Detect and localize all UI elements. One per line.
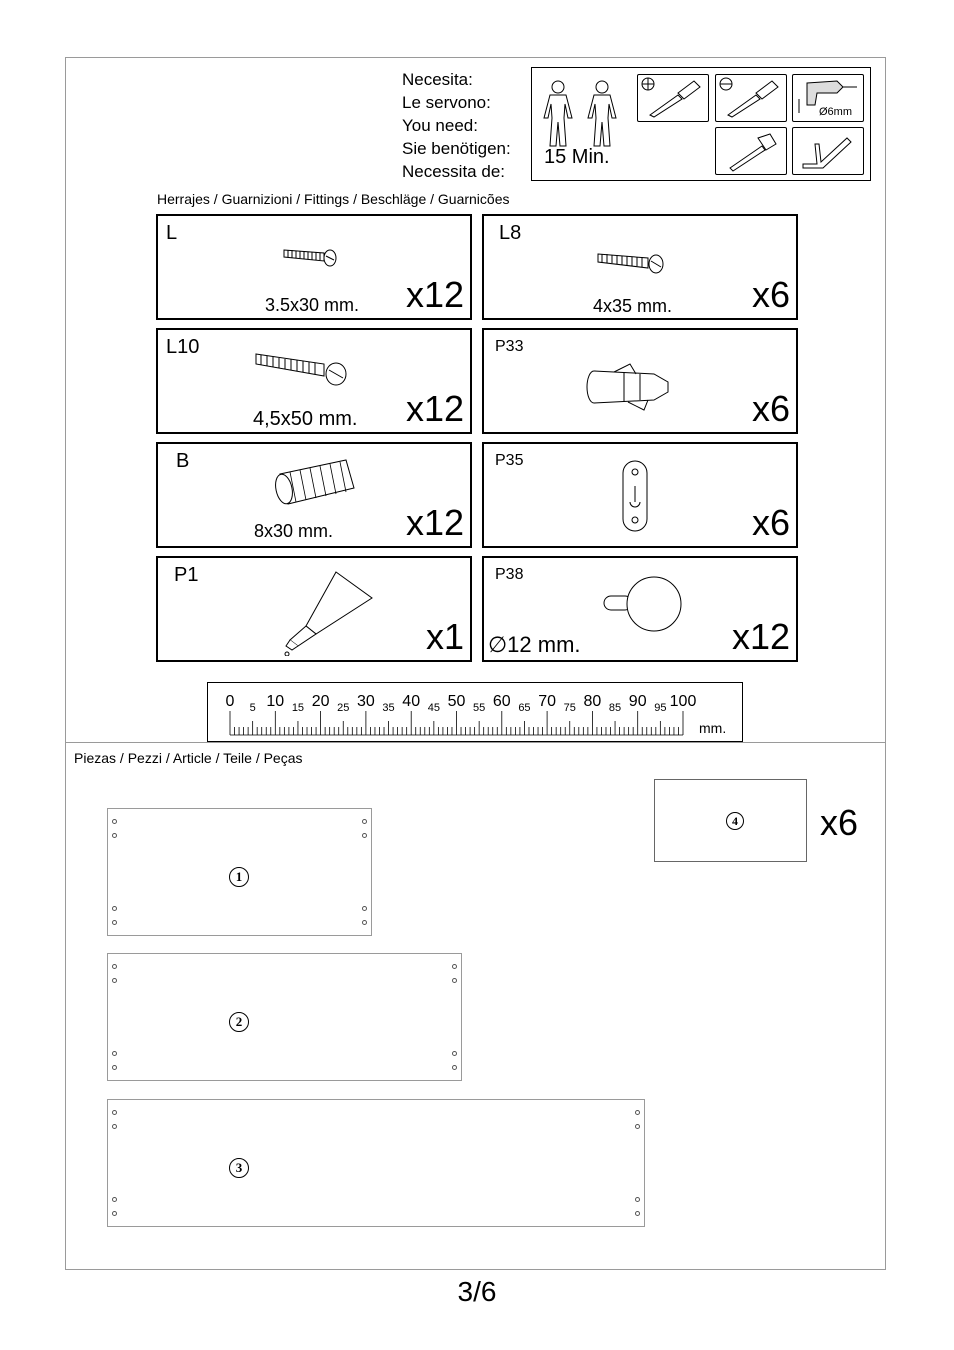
wall-plug-icon: [584, 360, 676, 414]
flathead-screwdriver-icon: [716, 75, 786, 121]
fitting-size: 4x35 mm.: [593, 296, 673, 316]
hole: [112, 964, 117, 969]
hole: [112, 833, 117, 838]
hole: [112, 1110, 117, 1115]
fitting-code: P35: [495, 452, 524, 469]
hole: [452, 1051, 457, 1056]
two-persons-icon: [540, 80, 620, 150]
page-number: 3/6: [457, 1276, 497, 1307]
glue-tube-icon: [278, 570, 378, 656]
ruler-major-label: 20: [311, 693, 330, 710]
ruler-major-label: 0: [225, 693, 235, 710]
fitting-qty: x12: [731, 616, 790, 657]
part-number: 3: [229, 1158, 249, 1178]
hole: [635, 1197, 640, 1202]
hammer-tool: [715, 127, 787, 175]
screw-icon: [254, 348, 354, 394]
fitting-code: B: [176, 450, 190, 472]
phillips-screwdriver-tool: [637, 74, 709, 122]
ruler-minor-label: 85: [608, 702, 622, 714]
ruler: [207, 682, 743, 742]
fitting-code: P33: [495, 338, 524, 355]
ruler-major-label: 70: [538, 693, 556, 710]
flathead-screwdriver-tool: [715, 74, 787, 122]
ruler-major-label: 100: [669, 693, 697, 710]
hole: [112, 1065, 117, 1070]
ruler-scale: [208, 683, 742, 741]
fitting-P38: [482, 556, 798, 662]
fitting-qty: x12: [405, 502, 464, 543]
fitting-size: 4,5x50 mm.: [253, 408, 358, 430]
ruler-minor-label: 35: [382, 702, 395, 714]
ruler-minor-label: 5: [249, 702, 256, 714]
fitting-P33: [482, 328, 798, 434]
fitting-code: L10: [166, 336, 200, 358]
need-label-en: You need:: [402, 116, 478, 135]
fitting-code: L: [166, 222, 178, 244]
part-number: 2: [229, 1012, 249, 1032]
part-4-panel: [654, 779, 807, 862]
hole: [362, 819, 367, 824]
drill-size: Ø6mm: [819, 106, 852, 118]
ruler-major-label: 10: [266, 693, 285, 710]
fitting-qty: x12: [405, 274, 464, 315]
ruler-minor-label: 45: [427, 702, 440, 714]
assembly-time: 15 Min.: [544, 146, 610, 168]
hole: [362, 920, 367, 925]
part-4-qty: x6: [820, 802, 859, 843]
part-number: 1: [229, 867, 249, 887]
hole: [452, 964, 457, 969]
knob-icon: [602, 570, 686, 640]
screw-icon: [596, 246, 668, 280]
hole: [112, 819, 117, 824]
ruler-minor-label: 15: [291, 702, 305, 714]
ruler-unit: mm.: [699, 720, 727, 736]
allen-key-tool: [792, 127, 864, 175]
wooden-dowel-icon: [266, 454, 362, 514]
part-2-panel: [107, 953, 462, 1081]
hole: [112, 906, 117, 911]
fitting-P35: [482, 442, 798, 548]
ruler-minor-label: 75: [563, 702, 576, 714]
hole: [112, 1051, 117, 1056]
fitting-qty: x12: [405, 388, 464, 429]
hole: [635, 1211, 640, 1216]
fitting-L: [156, 214, 472, 320]
hole: [362, 833, 367, 838]
fitting-P1: [156, 556, 472, 662]
allen-key-icon: [793, 128, 863, 174]
fitting-qty: x1: [425, 616, 464, 657]
drill-tool: [792, 74, 864, 122]
fitting-size: ∅12 mm.: [488, 632, 581, 657]
hammer-icon: [716, 128, 786, 174]
ruler-major-label: 50: [447, 693, 466, 710]
hanging-bracket-icon: [620, 458, 650, 534]
ruler-minor-label: 25: [337, 702, 350, 714]
hole: [362, 906, 367, 911]
fitting-L10: [156, 328, 472, 434]
you-need-labels: [402, 68, 511, 183]
fitting-qty: x6: [751, 388, 790, 429]
hole: [635, 1110, 640, 1115]
hole: [112, 1197, 117, 1202]
hole: [452, 1065, 457, 1070]
part-number: 4: [726, 812, 744, 830]
hole: [635, 1124, 640, 1129]
hole: [112, 1124, 117, 1129]
fitting-code: P38: [495, 566, 524, 583]
ruler-major-label: 30: [357, 693, 375, 710]
need-label-es: Necesita:: [402, 70, 473, 89]
ruler-major-label: 90: [628, 693, 647, 710]
need-label-pt: Necessita de:: [402, 162, 505, 181]
section-divider: [65, 742, 886, 743]
fitting-B: [156, 442, 472, 548]
fitting-L8: [482, 214, 798, 320]
ruler-major-label: 60: [492, 693, 511, 710]
ruler-minor-label: 65: [518, 702, 531, 714]
fitting-qty: x6: [751, 502, 790, 543]
fitting-qty: x6: [751, 274, 790, 315]
fitting-size: 3.5x30 mm.: [265, 295, 360, 315]
need-label-de: Sie benötigen:: [402, 139, 511, 158]
hole: [112, 920, 117, 925]
screw-icon: [282, 242, 342, 272]
ruler-major-label: 80: [583, 693, 602, 710]
fittings-title: Herrajes / Guarnizioni / Fittings / Beschläge / Guarnicões: [157, 191, 510, 207]
parts-title: Piezas / Pezzi / Article / Teile / Peças: [74, 750, 303, 766]
fitting-size: 8x30 mm.: [254, 521, 334, 541]
fitting-code: L8: [499, 222, 522, 244]
ruler-major-label: 40: [402, 693, 421, 710]
ruler-minor-label: 95: [654, 702, 667, 714]
hole: [112, 1211, 117, 1216]
fitting-code: P1: [174, 564, 199, 586]
part-3-panel: [107, 1099, 645, 1227]
need-label-it: Le servono:: [402, 93, 491, 112]
hole: [452, 978, 457, 983]
part-1-panel: [107, 808, 372, 936]
hole: [112, 978, 117, 983]
phillips-screwdriver-icon: [638, 75, 708, 121]
ruler-minor-label: 55: [473, 702, 486, 714]
